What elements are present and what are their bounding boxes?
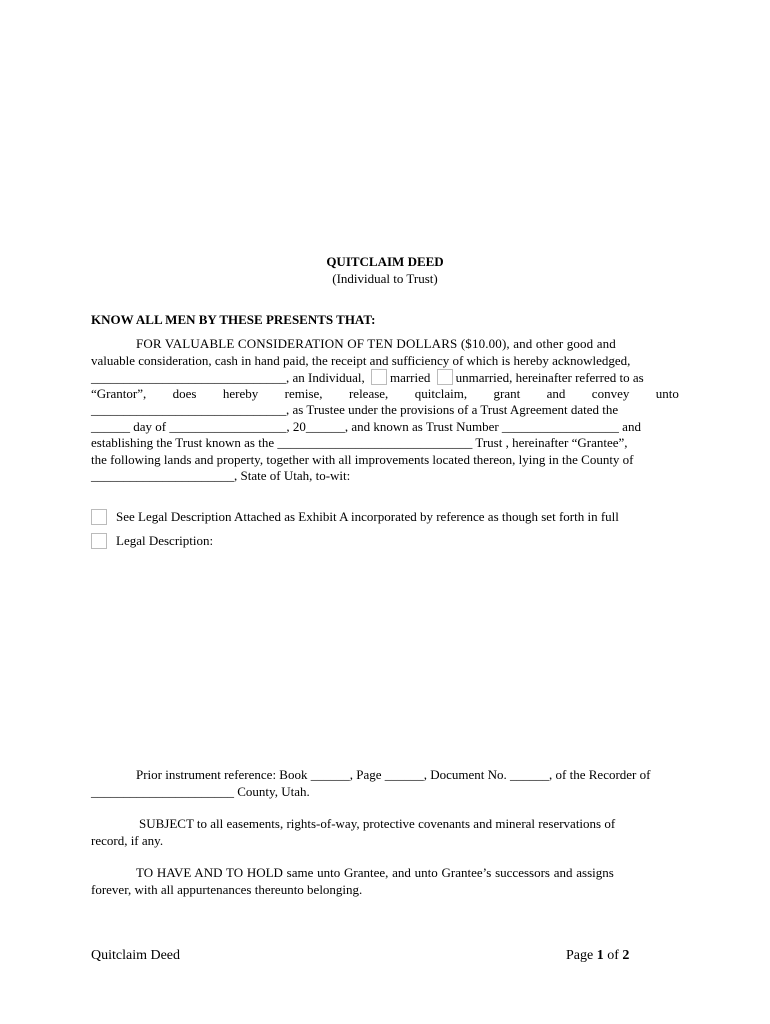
line-text: valuable consideration, cash in hand paid, the receipt and sufficiency of which is hereby acknowledged,	[91, 352, 631, 368]
line-text: ______________________, State of Utah, to-wit:	[91, 468, 351, 483]
line-text: record, if any.	[91, 832, 164, 848]
line-text: establishing the Trust known as the ______________________________ Trust , hereinafter “Grantee”,	[91, 435, 628, 450]
unmarried-checkbox[interactable]	[437, 369, 453, 385]
paragraph-line	[91, 882, 679, 899]
line-text: Prior instrument reference: Book ______, Page ______, Document No. ______, of the Recorder of	[136, 767, 651, 782]
word: and	[546, 385, 566, 401]
page-subtitle: (Individual to Trust)	[332, 271, 438, 286]
line-text: ______________________________, as Trustee under the provisions of a Trust Agreement dated the	[91, 402, 619, 417]
paragraph-line	[91, 353, 679, 370]
paragraph-line	[91, 784, 679, 801]
page-of: of	[607, 948, 619, 963]
exhibit-a-option[interactable]	[91, 509, 619, 525]
line-text: the following lands and property, together with all improvements located thereon, lying in the County of	[91, 451, 634, 467]
exhibit-a-checkbox[interactable]	[91, 509, 107, 525]
paragraph-line	[91, 369, 679, 386]
line-text: TO HAVE AND TO HOLD same unto Grantee, and unto Grantee’s successors and assigns	[136, 865, 614, 880]
footer-page-number	[566, 948, 629, 964]
paragraph-line	[91, 419, 679, 436]
paragraph-line	[91, 865, 679, 882]
paragraph-line	[91, 468, 679, 485]
line-text: SUBJECT to all easements, rights-of-way, protective covenants and mineral reservations of	[139, 816, 616, 831]
line-text: ______________________ County, Utah.	[91, 783, 310, 799]
paragraph-line	[91, 336, 679, 353]
paragraph-line	[91, 833, 679, 850]
legal-description-option[interactable]	[91, 533, 213, 549]
word: grant	[493, 385, 521, 401]
total-pages: 2	[622, 948, 630, 963]
paragraph-line	[91, 452, 679, 469]
married-checkbox[interactable]	[371, 369, 387, 385]
word: convey	[591, 385, 630, 401]
consideration-paragraph	[91, 336, 679, 485]
know-all-men-heading: KNOW ALL MEN BY THESE PRESENTS THAT:	[91, 312, 376, 327]
footer-document-name: Quitclaim Deed	[91, 948, 181, 963]
word: release,	[348, 385, 389, 401]
page-label: Page	[566, 948, 594, 963]
word: hereby	[222, 385, 259, 401]
legal-description-checkbox[interactable]	[91, 533, 107, 549]
line-text: , an Individual,	[286, 370, 365, 385]
word: “Grantor”,	[91, 385, 147, 401]
paragraph-line	[91, 435, 679, 452]
line-text: FOR VALUABLE CONSIDERATION OF TEN DOLLARS ($10.00), and other good and	[136, 336, 616, 351]
current-page: 1	[596, 948, 604, 963]
word: unto	[655, 385, 679, 401]
grantor-name-blank[interactable]: ______________________________	[91, 370, 286, 385]
paragraph-line-justified	[91, 386, 679, 403]
married-label: married	[389, 370, 431, 385]
word: does	[172, 385, 197, 401]
legal-description-label: Legal Description:	[116, 533, 214, 548]
paragraph-line	[91, 767, 679, 784]
paragraph-line	[91, 402, 679, 419]
paragraph-line	[91, 816, 679, 833]
page-title: QUITCLAIM DEED	[326, 254, 444, 269]
unmarried-label: unmarried, hereinafter referred to as	[455, 370, 644, 385]
line-text: forever, with all appurtenances thereunto belonging.	[91, 881, 363, 897]
subject-paragraph	[91, 816, 679, 849]
line-text: ______ day of __________________, 20______, and known as Trust Number __________________ and	[91, 418, 641, 434]
exhibit-a-label: See Legal Description Attached as Exhibit A incorporated by reference as though set forth in full	[116, 509, 619, 524]
prior-instrument-paragraph	[91, 767, 679, 800]
word: quitclaim,	[414, 385, 468, 401]
habendum-paragraph	[91, 865, 679, 898]
word: remise,	[284, 385, 323, 401]
